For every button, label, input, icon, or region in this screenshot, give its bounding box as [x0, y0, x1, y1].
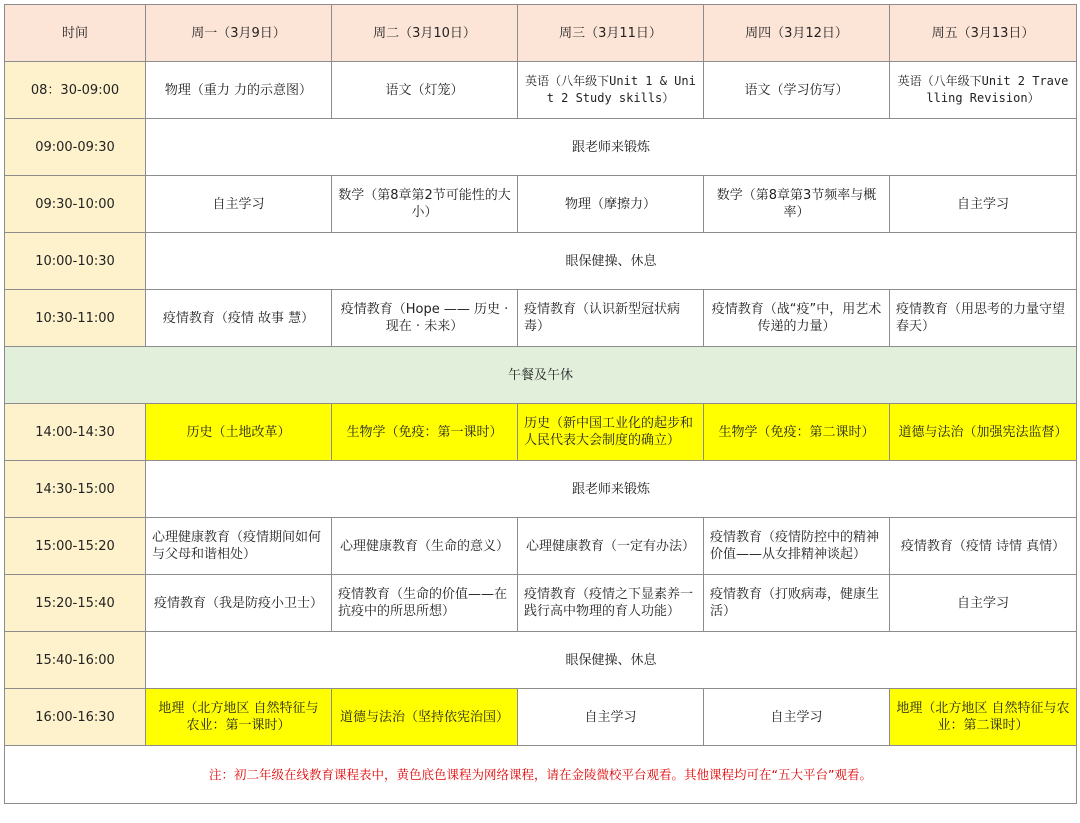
schedule-table — [4, 4, 1077, 804]
header-row — [5, 5, 1077, 62]
table-row — [5, 632, 1077, 689]
activity-cell: 跟老师来锻炼 — [146, 461, 1077, 518]
table-row — [5, 290, 1077, 347]
course-cell: 疫情教育（疫情防控中的精神价值——从女排精神谈起） — [704, 518, 890, 575]
course-cell: 自主学习 — [890, 176, 1077, 233]
time-slot: 08：30-09:00 — [5, 62, 146, 119]
course-cell: 数学（第8章第2节可能性的大小） — [332, 176, 518, 233]
lunch-break: 午餐及午休 — [5, 347, 1077, 404]
time-slot: 15:00-15:20 — [5, 518, 146, 575]
footnote: 注：初二年级在线教育课程表中，黄色底色课程为网络课程，请在金陵微校平台观看。其他课程均可在“五大平台”观看。 — [5, 746, 1077, 804]
online-course-cell: 生物学（免疫：第一课时） — [332, 404, 518, 461]
header-friday: 周五（3月13日） — [890, 5, 1077, 62]
header-time: 时间 — [5, 5, 146, 62]
course-cell: 数学（第8章第3节频率与概率） — [704, 176, 890, 233]
course-cell: 心理健康教育（疫情期间如何与父母和谐相处） — [146, 518, 332, 575]
header-monday: 周一（3月9日） — [146, 5, 332, 62]
table-row — [5, 689, 1077, 746]
online-course-cell: 历史（土地改革） — [146, 404, 332, 461]
course-cell: 疫情教育（战“疫”中，用艺术传递的力量） — [704, 290, 890, 347]
course-cell: 自主学习 — [146, 176, 332, 233]
course-cell: 物理（摩擦力） — [518, 176, 704, 233]
online-course-cell: 道德与法治（坚持依宪治国） — [332, 689, 518, 746]
course-cell: 物理（重力 力的示意图） — [146, 62, 332, 119]
course-cell: 疫情教育（生命的价值——在抗疫中的所思所想） — [332, 575, 518, 632]
time-slot: 14:30-15:00 — [5, 461, 146, 518]
note-row — [5, 746, 1077, 804]
lunch-row — [5, 347, 1077, 404]
course-cell: 疫情教育（疫情之下显素养一践行高中物理的育人功能） — [518, 575, 704, 632]
online-course-cell: 生物学（免疫：第二课时） — [704, 404, 890, 461]
course-cell: 疫情教育（Hope —— 历史 · 现在 · 未来） — [332, 290, 518, 347]
table-row — [5, 575, 1077, 632]
course-cell: 自主学习 — [890, 575, 1077, 632]
table-row — [5, 233, 1077, 290]
activity-cell: 跟老师来锻炼 — [146, 119, 1077, 176]
course-cell: 疫情教育（打败病毒，健康生活） — [704, 575, 890, 632]
course-cell: 英语（八年级下Unit 1 & Unit 2 Study skills） — [518, 62, 704, 119]
time-slot: 10:30-11:00 — [5, 290, 146, 347]
course-cell: 英语（八年级下Unit 2 Travelling Revision） — [890, 62, 1077, 119]
course-cell: 语文（灯笼） — [332, 62, 518, 119]
time-slot: 09:30-10:00 — [5, 176, 146, 233]
course-cell: 疫情教育（疫情 故事 慧） — [146, 290, 332, 347]
header-tuesday: 周二（3月10日） — [332, 5, 518, 62]
course-cell: 疫情教育（我是防疫小卫士） — [146, 575, 332, 632]
time-slot: 10:00-10:30 — [5, 233, 146, 290]
online-course-cell: 历史（新中国工业化的起步和人民代表大会制度的确立） — [518, 404, 704, 461]
online-course-cell: 地理（北方地区 自然特征与农业：第一课时） — [146, 689, 332, 746]
time-slot: 14:00-14:30 — [5, 404, 146, 461]
table-row — [5, 518, 1077, 575]
course-cell: 自主学习 — [704, 689, 890, 746]
course-cell: 语文（学习仿写） — [704, 62, 890, 119]
header-thursday: 周四（3月12日） — [704, 5, 890, 62]
table-row — [5, 119, 1077, 176]
time-slot: 15:20-15:40 — [5, 575, 146, 632]
time-slot: 09:00-09:30 — [5, 119, 146, 176]
course-cell: 心理健康教育（一定有办法） — [518, 518, 704, 575]
online-course-cell: 道德与法治（加强宪法监督） — [890, 404, 1077, 461]
table-row — [5, 62, 1077, 119]
activity-cell: 眼保健操、休息 — [146, 632, 1077, 689]
course-cell: 疫情教育（认识新型冠状病毒） — [518, 290, 704, 347]
online-course-cell: 地理（北方地区 自然特征与农业：第二课时） — [890, 689, 1077, 746]
time-slot: 16:00-16:30 — [5, 689, 146, 746]
table-row — [5, 404, 1077, 461]
time-slot: 15:40-16:00 — [5, 632, 146, 689]
course-cell: 心理健康教育（生命的意义） — [332, 518, 518, 575]
table-row — [5, 176, 1077, 233]
course-cell: 疫情教育（用思考的力量守望春天） — [890, 290, 1077, 347]
activity-cell: 眼保健操、休息 — [146, 233, 1077, 290]
table-row — [5, 461, 1077, 518]
course-cell: 疫情教育（疫情 诗情 真情） — [890, 518, 1077, 575]
course-cell: 自主学习 — [518, 689, 704, 746]
header-wednesday: 周三（3月11日） — [518, 5, 704, 62]
